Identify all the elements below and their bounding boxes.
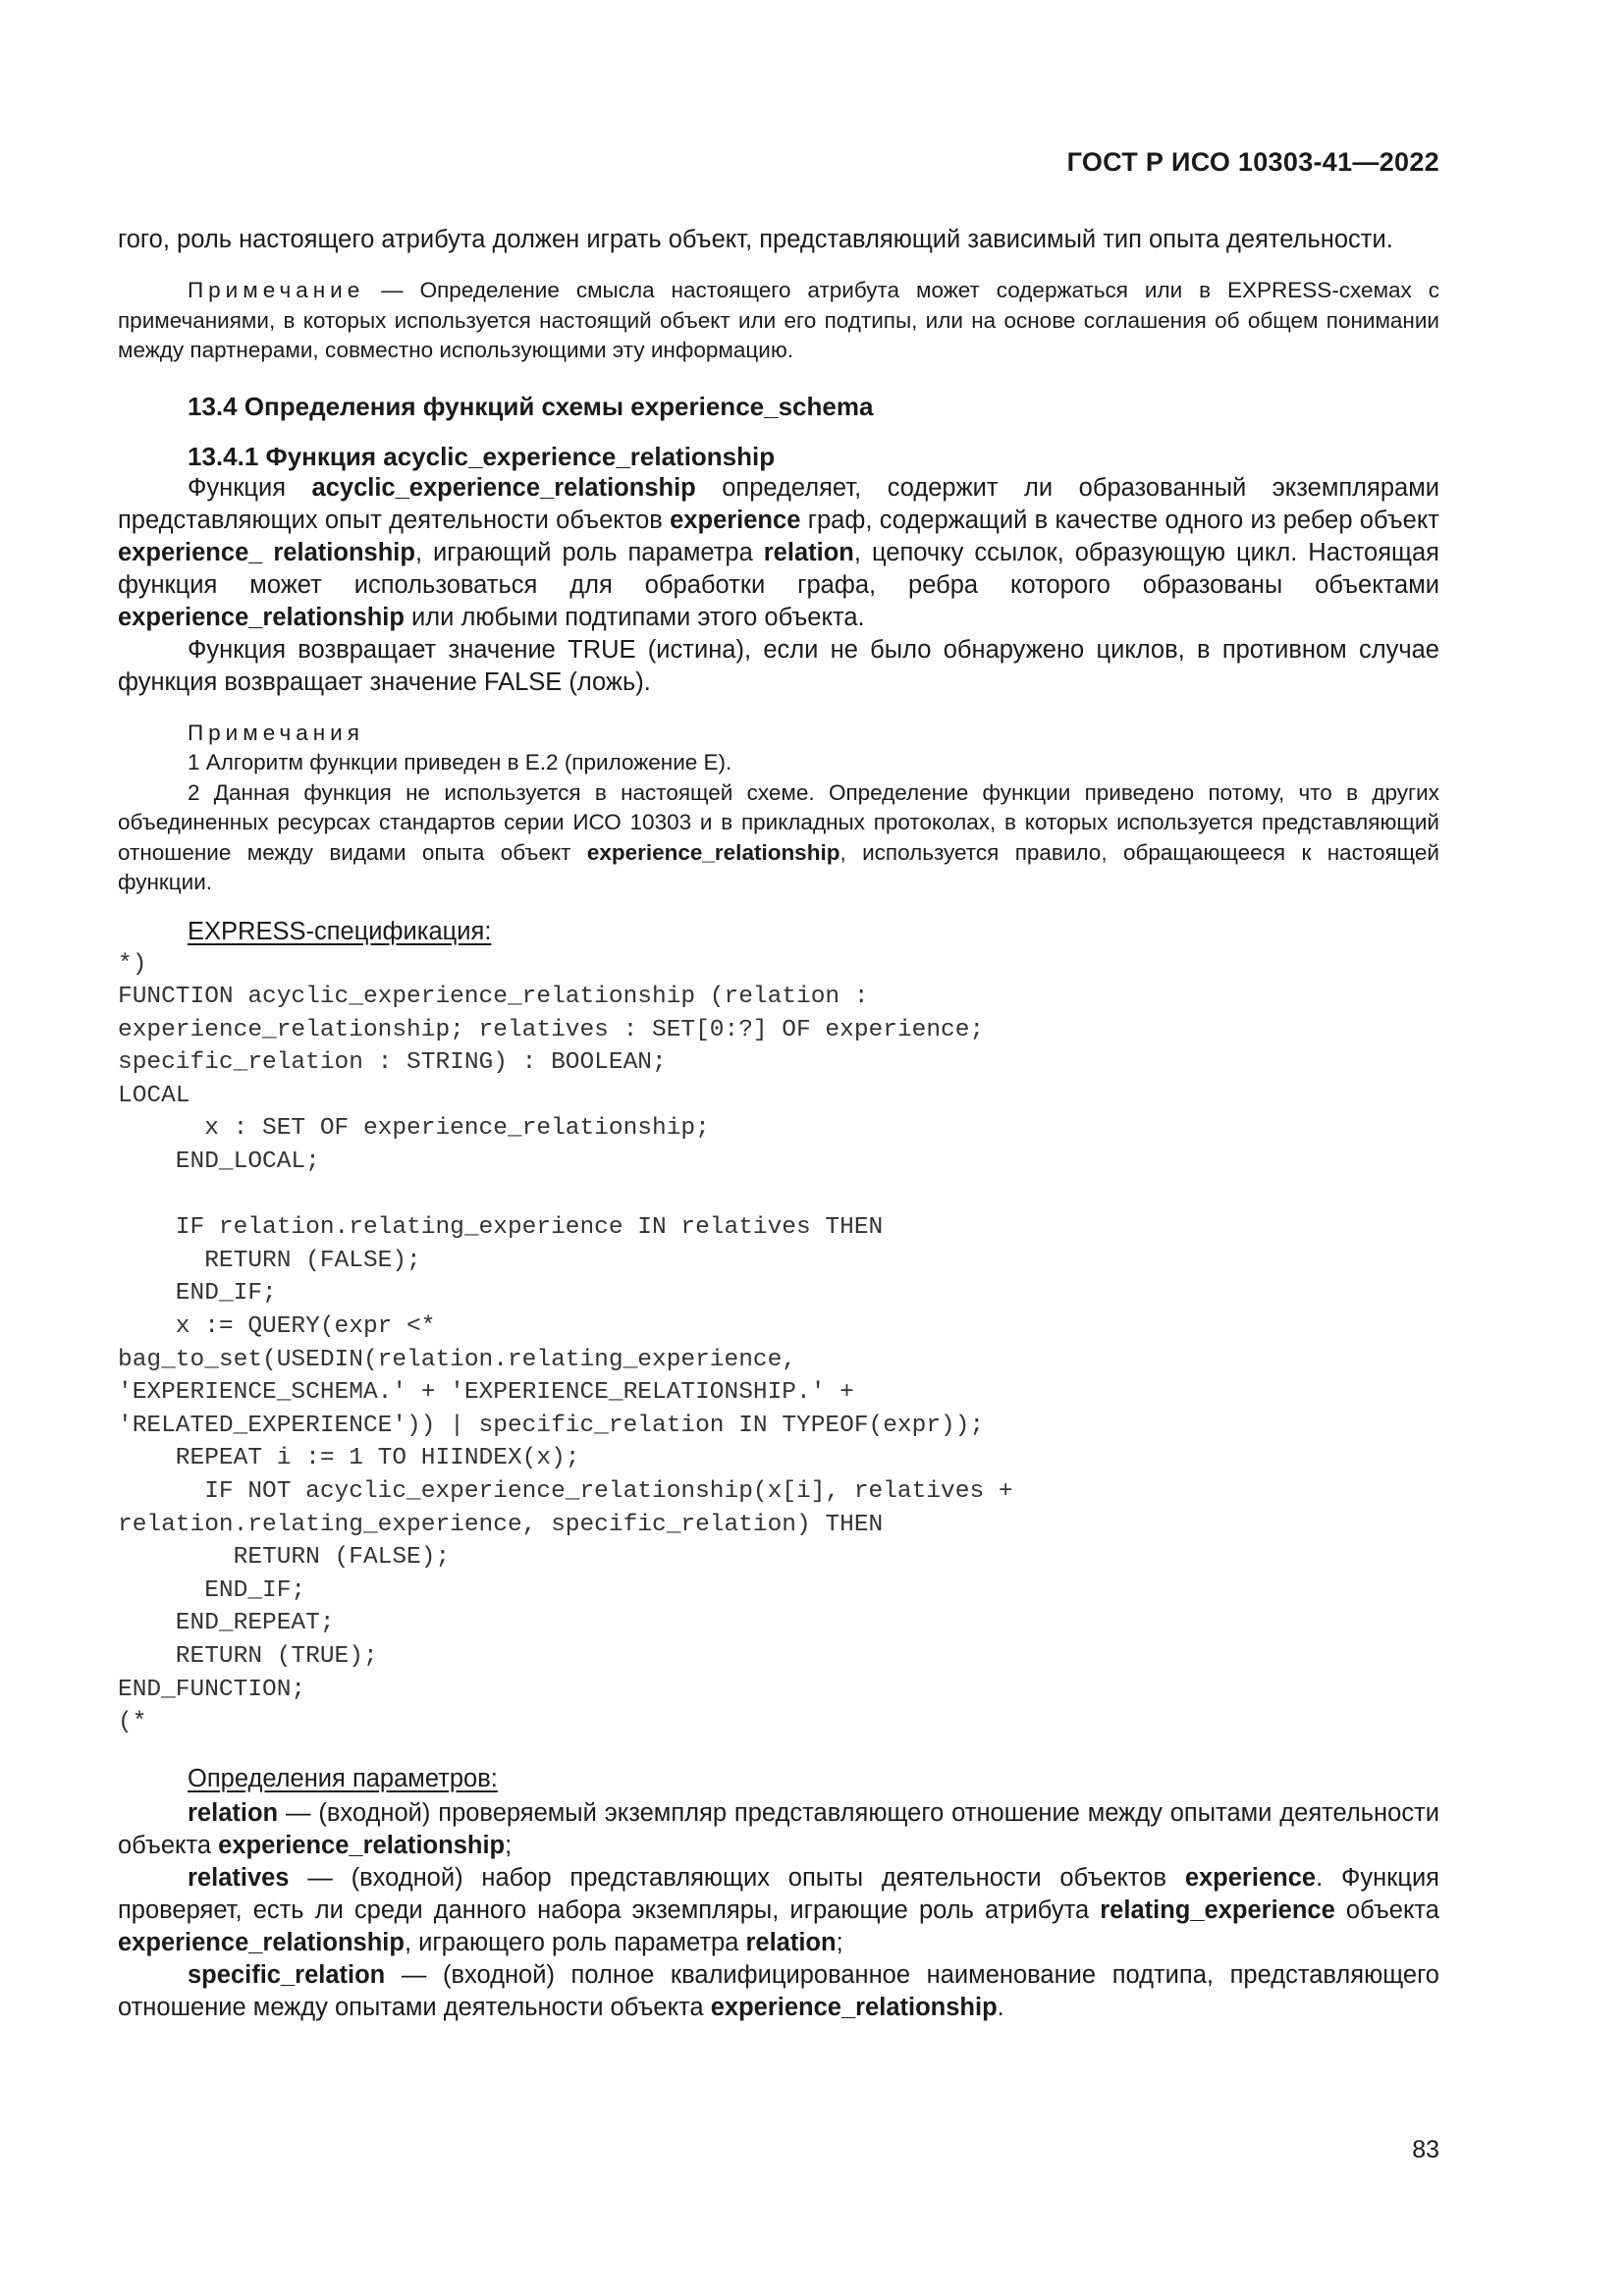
page-number: 83 (1412, 2136, 1439, 2163)
subsection-heading: 13.4.1 Функция acyclic_experience_relationship (188, 441, 776, 471)
text-run: граф, содержащий в качестве одного из ребер объект (800, 506, 1439, 534)
term-bold: experience_relationship (586, 839, 840, 865)
text-run: или любыми подтипами этого объекта. (404, 603, 865, 631)
param-name: relatives (188, 1863, 290, 1892)
term-bold: experience_relationship (710, 1993, 998, 2021)
note-item-1: 1 Алгоритм функции приведен в Е.2 (приложение Е). (188, 750, 732, 774)
term-bold: experience (670, 506, 801, 534)
term-bold: acyclic_experience_relationship (311, 473, 696, 502)
parameters-label: Определения параметров: (188, 1764, 498, 1792)
term-bold: experience_relationship (118, 1928, 405, 1956)
text-run: , играющего роль параметра (404, 1928, 746, 1956)
text-run: , используется правило, обращающееся к настоящей функции. (118, 839, 1439, 894)
text-run: — (входной) набор представляющих опыты деятельности объектов (289, 1863, 1185, 1892)
section-heading: 13.4 Определения функций схемы experience_schema (188, 391, 874, 421)
term-bold: relation (763, 538, 854, 566)
note-attribute-meaning (118, 276, 1439, 366)
note-label: Примечание (188, 278, 365, 302)
param-name: specific_relation (188, 1960, 386, 1989)
text-run: ; (505, 1831, 513, 1859)
notes-label: Примечания (188, 720, 364, 745)
function-return-description: Функция возвращает значение TRUE (истина), если не было обнаружено циклов, в противном случае функция возвращает значение FALSE (ложь). (118, 635, 1439, 696)
term-bold: relating_experience (1100, 1896, 1335, 1924)
term-bold: experience_ relationship (118, 538, 415, 566)
standard-designation: ГОСТ Р ИСО 10303-41—2022 (1066, 147, 1439, 177)
text-run: . Функция проверяет, есть ли среди данного набора экземпляры, играющие роль атрибута (118, 1863, 1439, 1924)
text-run: . (997, 1993, 1004, 2021)
param-relation (118, 1797, 1439, 1862)
term-bold: experience_relationship (218, 1831, 506, 1859)
term-bold: experience (1184, 1863, 1317, 1892)
text-run: ; (836, 1928, 843, 1956)
continuation-paragraph: гого, роль настоящего атрибута должен играть объект, представляющий зависимый тип опыта деятельности. (118, 226, 1393, 253)
text-run: , играющий роль параметра (414, 538, 764, 566)
term-bold: relation (745, 1928, 837, 1956)
page-content (118, 224, 1439, 2024)
text-run: объекта (1334, 1896, 1439, 1924)
text-run: — (входной) проверяемый экземпляр представляющего отношение между опытами деятельности объекта (118, 1798, 1439, 1859)
text-run: определяет, содержит ли образованный экземплярами представляющих опыт деятельности объектов (118, 473, 1439, 534)
term-bold: experience_relationship (118, 603, 405, 631)
text-run: , цепочку ссылок, образующую цикл. Настоящая функция может использоваться для обработки графа, ребра которого образованы объектами (118, 538, 1439, 599)
param-relatives (118, 1862, 1439, 1959)
express-spec-label: EXPRESS-спецификация: (188, 917, 492, 945)
text-run: Функция (188, 473, 312, 502)
function-description (118, 472, 1439, 634)
note-item-2 (118, 778, 1439, 898)
express-code-block: *) FUNCTION acyclic_experience_relationship (relation : experience_relationship; relatives : SET[0:?] OF experience; specific_relation : STRING) : BOOLEAN; LOCAL x : SET OF experience_relationship; END_LOCAL; IF relation.relating_experience IN relatives THEN RETURN (FALSE); END_IF; x := QUERY(expr <* bag_to_set(USEDIN(relation.relating_experience, 'EXPERIENCE_SCHEMA.' + 'EXPERIENCE_RELATIONSHIP.' + 'RELATED_EXPERIENCE')) | specific_relation IN TYPEOF(expr)); REPEAT i := 1 TO HIINDEX(x); IF NOT acyclic_experience_relationship(x[i], relatives + relation.relating_experience, specific_relation) THEN RETURN (FALSE); END_IF; END_REPEAT; RETURN (TRUE); END_FUNCTION; (* (118, 950, 1013, 1736)
text-run: 2 Данная функция не используется в настоящей схеме. Определение функции приведено потому, что в других объединенных ресурсах стандартов серии ИСО 10303 и в прикладных протоколах, в которых используется представляющий отношение между видами опыта объект (118, 779, 1439, 865)
text-run: — (входной) полное квалифицированное наименование подтипа, представляющего отношение между опытами деятельности объекта (118, 1960, 1439, 2021)
param-specific-relation (118, 1959, 1439, 2024)
param-name: relation (188, 1798, 279, 1827)
note-text: — Определение смысла настоящего атрибута может содержаться или в EXPRESS-схемах с примечаниями, в которых используется настоящий объект или его подтипы, или на основе соглашения об общем понимании между партнерами, совместно использующими эту информацию. (118, 278, 1439, 362)
